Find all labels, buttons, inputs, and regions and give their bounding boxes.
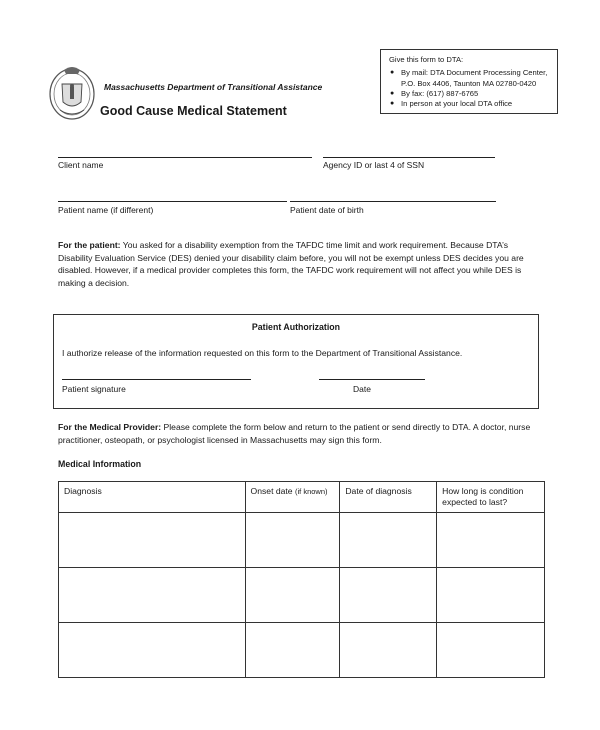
patient-instructions-lead: For the patient: bbox=[58, 240, 121, 250]
patient-instructions bbox=[58, 239, 542, 289]
onset-date-cell[interactable] bbox=[245, 513, 340, 568]
page-title: Good Cause Medical Statement bbox=[100, 104, 287, 118]
client-name-input[interactable] bbox=[58, 157, 312, 158]
duration-cell[interactable] bbox=[437, 513, 545, 568]
onset-date-note: (if known) bbox=[294, 487, 328, 496]
patient-signature-label: Patient signature bbox=[62, 384, 126, 394]
col-onset-date bbox=[245, 482, 340, 513]
fax-line: By fax: (617) 887-6765 bbox=[401, 88, 479, 98]
client-name-label: Client name bbox=[58, 160, 104, 170]
submission-list bbox=[389, 68, 551, 109]
diagnosis-cell[interactable] bbox=[59, 623, 246, 678]
mail-line-1: By mail: DTA Document Processing Center, bbox=[401, 68, 548, 78]
submission-intro: Give this form to DTA: bbox=[389, 55, 464, 64]
submission-item-in-person bbox=[389, 99, 551, 109]
date-of-diagnosis-cell[interactable] bbox=[340, 513, 437, 568]
table-row bbox=[59, 568, 545, 623]
agency-id-label: Agency ID or last 4 of SSN bbox=[323, 160, 425, 170]
table-header-row bbox=[59, 482, 545, 513]
agency-name: Massachusetts Department of Transitional Assistance bbox=[104, 82, 323, 92]
patient-dob-label: Patient date of birth bbox=[290, 205, 364, 215]
patient-name-label: Patient name (if different) bbox=[58, 205, 154, 215]
submission-info-box bbox=[380, 49, 558, 114]
medical-information-table bbox=[58, 481, 545, 678]
duration-cell[interactable] bbox=[437, 623, 545, 678]
onset-date-cell[interactable] bbox=[245, 623, 340, 678]
diagnosis-cell[interactable] bbox=[59, 513, 246, 568]
authorization-date-label: Date bbox=[353, 384, 371, 394]
submission-item-mail bbox=[389, 68, 551, 89]
diagnosis-cell[interactable] bbox=[59, 568, 246, 623]
table-row bbox=[59, 623, 545, 678]
duration-cell[interactable] bbox=[437, 568, 545, 623]
date-of-diagnosis-cell[interactable] bbox=[340, 623, 437, 678]
authorization-text: I authorize release of the information requested on this form to the Department of Transitional Assistance. bbox=[62, 348, 463, 358]
onset-date-cell[interactable] bbox=[245, 568, 340, 623]
submission-item-fax bbox=[389, 89, 551, 99]
date-of-diagnosis-cell[interactable] bbox=[340, 568, 437, 623]
onset-date-label: Onset date bbox=[250, 486, 293, 496]
authorization-title: Patient Authorization bbox=[251, 322, 341, 332]
authorization-date-input[interactable] bbox=[319, 379, 425, 380]
provider-instructions bbox=[58, 421, 550, 446]
patient-signature-input[interactable] bbox=[62, 379, 251, 380]
col-duration: How long is condition expected to last? bbox=[437, 482, 545, 513]
mail-line-2: P.O. Box 4406, Taunton MA 02780-0420 bbox=[401, 78, 537, 88]
medical-information-heading: Medical Information bbox=[58, 459, 142, 469]
state-seal-icon bbox=[48, 62, 96, 124]
table-row bbox=[59, 513, 545, 568]
bullet-icon: ● bbox=[390, 69, 395, 77]
provider-instructions-text: Please complete the form below and return to the patient or send directly to DTA. A doctor, nurse practitioner, osteopath, or psychologist licensed in Massachusetts may sign this form. bbox=[58, 422, 531, 445]
col-date-of-diagnosis: Date of diagnosis bbox=[340, 482, 437, 513]
provider-instructions-lead: For the Medical Provider: bbox=[58, 422, 162, 432]
patient-instructions-text: You asked for a disability exemption from the TAFDC time limit and work requirement. Because DTA’s Disability Evaluation Service (DES) denied your disability claim before, you will not be exempt unless DES decides you are disabled. However, if a medical provider completes this form, the TAFDC work requirement will not affect you while DES is making a decision. bbox=[58, 240, 524, 288]
agency-id-input[interactable] bbox=[323, 157, 495, 158]
col-diagnosis: Diagnosis bbox=[59, 482, 246, 513]
patient-name-input[interactable] bbox=[58, 201, 287, 202]
patient-dob-input[interactable] bbox=[290, 201, 496, 202]
bullet-icon: ● bbox=[390, 100, 395, 108]
in-person-line: In person at your local DTA office bbox=[401, 99, 513, 109]
bullet-icon: ● bbox=[390, 89, 395, 97]
